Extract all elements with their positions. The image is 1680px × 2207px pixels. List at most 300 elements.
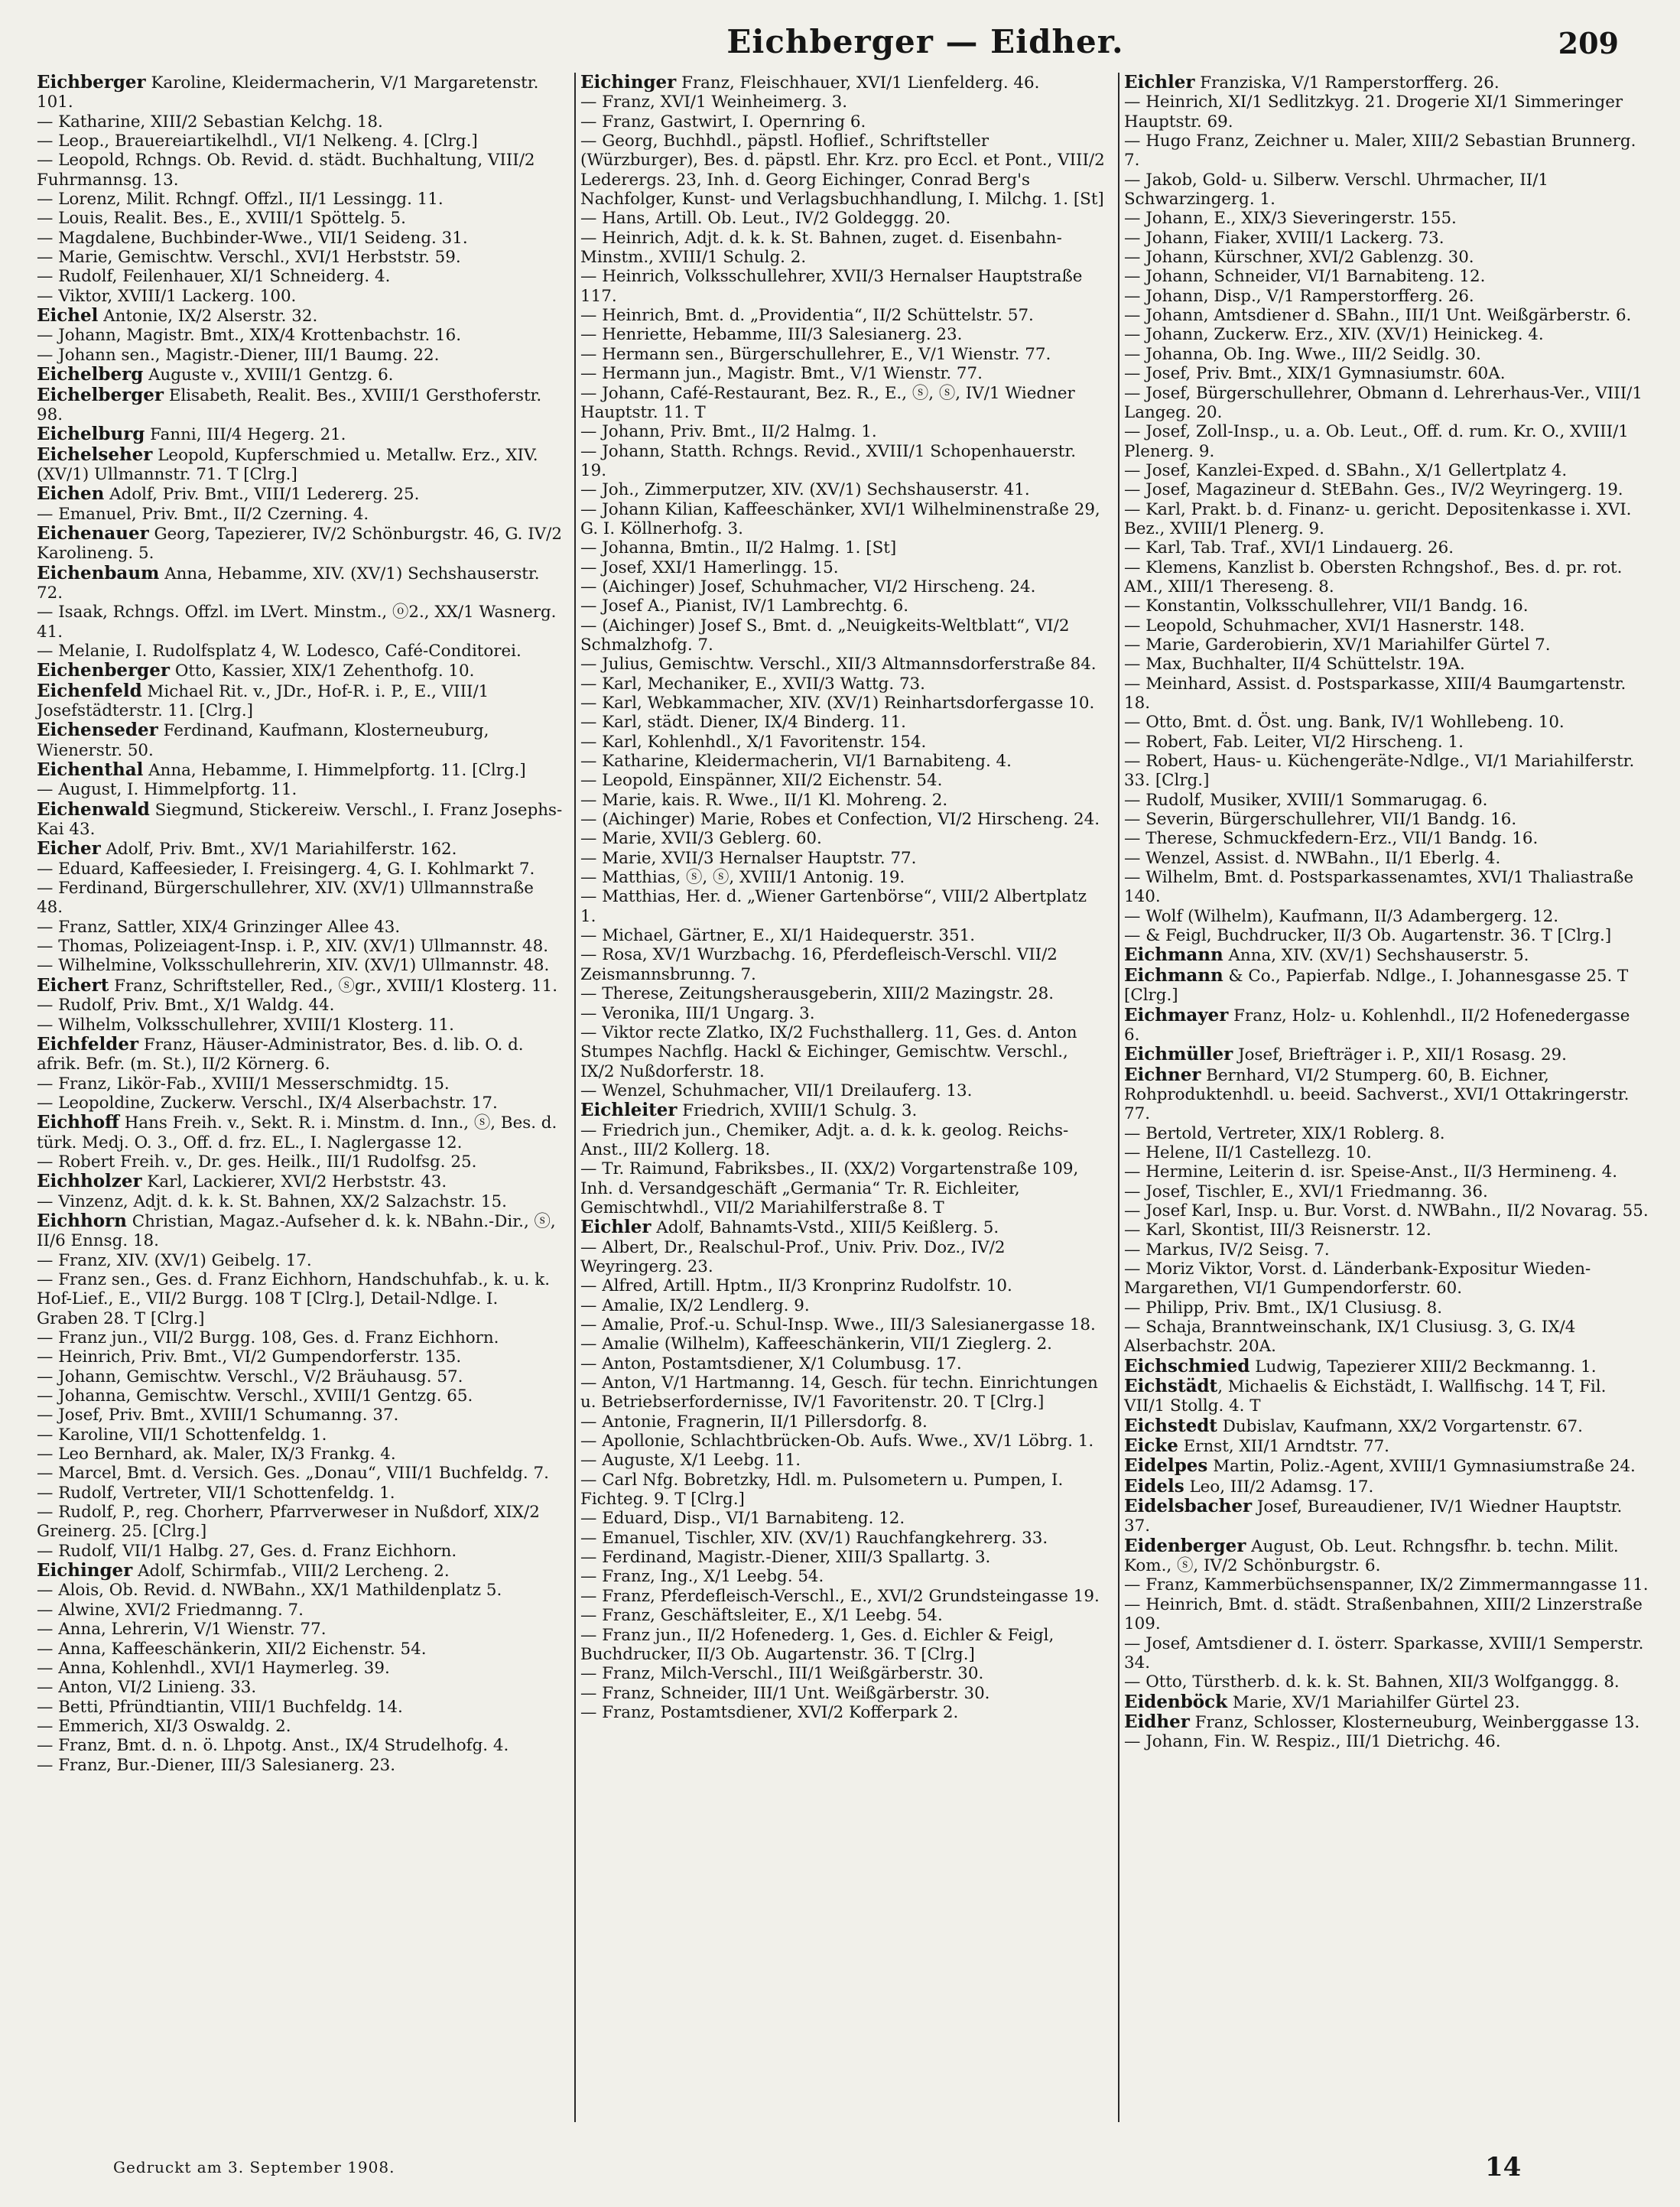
entry-text: Anna, XIV. (XV/1) Sechshauserstr. 5. xyxy=(1223,946,1529,966)
directory-entry xyxy=(37,346,563,365)
entry-text: — Johann, E., XIX/3 Sieveringerstr. 155. xyxy=(1124,209,1457,229)
directory-entry xyxy=(1124,616,1650,635)
entry-text: — Eduard, Kaffeesieder, I. Freisingerg. 4, G. I. Kohlmarkt 7. xyxy=(37,859,535,879)
entry-text: — Johann sen., Magistr.-Diener, III/1 Baumg. 22. xyxy=(37,345,440,365)
entry-text: — Leopold, Rchngs. Ob. Revid. d. städt. Buchhaltung, VIII/2 Fuhrmannsg. 13. xyxy=(37,151,541,190)
directory-entry xyxy=(37,1503,563,1542)
directory-entry xyxy=(580,267,1106,306)
directory-entry xyxy=(37,1152,563,1172)
directory-entry xyxy=(1124,480,1650,499)
directory-entry xyxy=(1124,926,1650,945)
entry-text: — Friedrich jun., Chemiker, Adjt. a. d. k. k. geolog. Reichs-Anst., III/2 Kollerg. 18. xyxy=(580,1120,1069,1159)
entry-text: — Helene, II/1 Castellezg. 10. xyxy=(1124,1143,1372,1162)
directory-entry xyxy=(580,752,1106,771)
directory-entry xyxy=(37,1464,563,1483)
entry-text: — Rudolf, P., reg. Chorherr, Pfarrverweser in Nußdorf, XIX/2 Greinerg. 25. [Clrg.] xyxy=(37,1503,545,1542)
directory-entry xyxy=(580,229,1106,268)
directory-entry xyxy=(580,655,1106,674)
directory-entry xyxy=(37,937,563,956)
directory-entry xyxy=(1124,1240,1650,1260)
directory-entry xyxy=(580,364,1106,383)
entry-surname: Eicher xyxy=(37,838,101,860)
print-date-note: Gedruckt am 3. September 1908. xyxy=(113,2158,395,2176)
entry-surname: Eichen xyxy=(37,483,105,505)
directory-entry xyxy=(37,190,563,209)
entry-text: — Viktor recte Zlatko, IX/2 Fuchsthallerg. 11, Ges. d. Anton Stumpes Nachflg. Hackl & Eichinger, Gemischtw. Verschl., IX/2 Nußdorferstr. 18. xyxy=(580,1022,1083,1081)
entry-text: — Johann, Magistr. Bmt., XIX/4 Krottenbachstr. 16. xyxy=(37,326,462,346)
directory-entry xyxy=(580,1471,1106,1510)
directory-entry xyxy=(1124,1634,1650,1673)
directory-entry xyxy=(37,306,563,326)
entry-text: — Alois, Ob. Revid. d. NWBahn., XX/1 Mathildenplatz 5. xyxy=(37,1581,502,1601)
entry-text: — Amalie, IX/2 Lendlerg. 9. xyxy=(580,1295,810,1315)
directory-entry xyxy=(37,780,563,799)
directory-entry xyxy=(580,1217,1106,1237)
directory-entry xyxy=(37,1328,563,1347)
directory-entry xyxy=(37,1367,563,1386)
entry-text: — Wenzel, Assist. d. NWBahn., II/1 Eberlg. 4. xyxy=(1124,848,1501,868)
entry-text: Fanni, III/4 Hegerg. 21. xyxy=(145,425,346,445)
entry-text: — Karl, Mechaniker, E., XVII/3 Wattg. 73. xyxy=(580,674,925,694)
entry-surname: Eicke xyxy=(1124,1435,1178,1457)
directory-entry xyxy=(37,1659,563,1678)
directory-entry xyxy=(580,1100,1106,1120)
entry-text: — Franz, Bmt. d. n. ö. Lhpotg. Anst., IX/4 Strudelhofg. 4. xyxy=(37,1736,509,1756)
directory-entry xyxy=(1124,791,1650,810)
entry-text: — Johann, Zuckerw. Erz., XIV. (XV/1) Heinickeg. 4. xyxy=(1124,325,1544,345)
entry-text: — Karl, Webkammacher, XIV. (XV/1) Reinhartsdorfergasse 10. xyxy=(580,694,1095,713)
entry-text: — Lorenz, Milit. Rchngf. Offzl., II/1 Lessingg. 11. xyxy=(37,190,444,210)
directory-entry xyxy=(580,868,1106,887)
entry-text: — Otto, Türstherb. d. k. k. St. Bahnen, XII/3 Wolfganggg. 8. xyxy=(1124,1672,1620,1692)
entry-text: — Marie, XVII/3 Hernalser Hauptstr. 77. xyxy=(580,848,917,868)
directory-entry xyxy=(37,229,563,248)
directory-entry xyxy=(1124,132,1650,171)
directory-entry xyxy=(1124,810,1650,829)
entry-text: Marie, XV/1 Mariahilfer Gürtel 23. xyxy=(1227,1692,1520,1712)
directory-column-3 xyxy=(1124,73,1650,2122)
entry-text: — Franz sen., Ges. d. Franz Eichhorn, Handschuhfab., k. u. k. Hof-Lief., E., VII/2 Burgg. 108 T [Clrg.], Detail-Ndlge. I. Graben 28. T [Clrg.] xyxy=(37,1269,555,1328)
entry-text: — Henriette, Hebamme, III/3 Salesianerg. 23. xyxy=(580,325,963,345)
entry-text: Adolf, Schirmfab., VIII/2 Lercheng. 2. xyxy=(132,1562,450,1581)
entry-text: — Alfred, Artill. Hptm., II/3 Kronprinz Rudolfstr. 10. xyxy=(580,1276,1012,1296)
directory-entry xyxy=(37,1211,563,1251)
directory-entry xyxy=(580,1004,1106,1023)
entry-text: — Auguste, X/1 Leebg. 11. xyxy=(580,1451,801,1471)
entry-text: — Franz jun., II/2 Hofenederg. 1, Ges. d. Eichler & Feigl, Buchdrucker, II/3 Ob. Augartenstr. 36. T [Clrg.] xyxy=(580,1625,1060,1664)
entry-text: — Franz, Bur.-Diener, III/3 Salesianerg. 23. xyxy=(37,1755,396,1775)
directory-entry xyxy=(37,1074,563,1094)
entry-text: — Heinrich, Priv. Bmt., VI/2 Gumpendorferstr. 135. xyxy=(37,1347,462,1367)
entry-text: — Johann Kilian, Kaffeeschänker, XVI/1 Wilhelminenstraße 29, G. I. Köllnerhofg. 3. xyxy=(580,499,1106,538)
entry-text: — Josef, Amtsdiener d. I. österr. Sparkasse, XVIII/1 Semperstr. 34. xyxy=(1124,1633,1649,1672)
entry-text: Auguste v., XVIII/1 Gentzg. 6. xyxy=(143,366,394,385)
directory-entry xyxy=(1124,1497,1650,1536)
entry-surname: Eidenböck xyxy=(1124,1691,1228,1712)
directory-entry xyxy=(580,849,1106,868)
directory-entry xyxy=(1124,384,1650,423)
entry-text: — Marie, Gemischtw. Verschl., XVI/1 Herbststr. 59. xyxy=(37,248,461,268)
directory-entry xyxy=(580,829,1106,848)
directory-entry xyxy=(37,564,563,603)
directory-entry xyxy=(580,1509,1106,1528)
entry-text: Martin, Poliz.-Agent, XVIII/1 Gymnasiumstraße 24. xyxy=(1207,1457,1636,1477)
entry-text: — Franz, Likör-Fab., XVIII/1 Messerschmidtg. 15. xyxy=(37,1074,450,1094)
entry-text: — Franz jun., VII/2 Burgg. 108, Ges. d. Franz Eichhorn. xyxy=(37,1328,499,1347)
directory-entry xyxy=(1124,966,1650,1006)
entry-text: Franz, Häuser-Administrator, Bes. d. lib. O. d. afrik. Befr. (m. St.), II/2 Körnerg. 6. xyxy=(37,1035,529,1074)
entry-text: — Vinzenz, Adjt. d. k. k. St. Bahnen, XX/2 Salzachstr. 15. xyxy=(37,1191,507,1211)
directory-entry xyxy=(37,1094,563,1113)
entry-text: — Emanuel, Tischler, XIV. (XV/1) Rauchfangkehrerg. 33. xyxy=(580,1528,1048,1548)
entry-surname: Eichenberger xyxy=(37,660,171,681)
entry-text: — Therese, Zeitungsherausgeberin, XIII/2 Mazingstr. 28. xyxy=(580,984,1054,1004)
entry-text: — Marcel, Bmt. d. Versich. Ges. „Donau“, VIII/1 Buchfeldg. 7. xyxy=(37,1464,549,1484)
entry-text: — Anton, V/1 Hartmanng. 14, Gesch. für techn. Einrichtungen u. Betriebserfordernisse, IV/1 Favoritenstr. 20. T [Clrg.] xyxy=(580,1373,1103,1412)
entry-text: Karl, Lackierer, XVI/2 Herbststr. 43. xyxy=(141,1172,447,1192)
entry-text: Hans Freih. v., Sekt. R. i. Minstm. d. Inn., ⓢ, Bes. d. türk. Medj. O. 3., Off. d. frz. EL., I. Naglergasse 12. xyxy=(37,1113,563,1152)
entry-text: — Carl Nfg. Bobretzky, Hdl. m. Pulsometern u. Pumpen, I. Fichteg. 9. T [Clrg.] xyxy=(580,1470,1069,1510)
entry-text: — Wilhelm, Volksschullehrer, XVIII/1 Klosterg. 11. xyxy=(37,1015,454,1035)
entry-text: Josef, Briefträger i. P., XII/1 Rosasg. 29. xyxy=(1233,1045,1567,1065)
entry-text: — Johann, Statth. Rchngs. Revid., XVIII/1 Schopenhauerstr. 19. xyxy=(580,441,1081,480)
directory-entry xyxy=(37,73,563,112)
entry-text: — Leopold, Einspänner, XII/2 Eichenstr. 54. xyxy=(580,771,943,791)
directory-entry xyxy=(1124,1416,1650,1436)
entry-text: — Moriz Viktor, Vorst. d. Länderbank-Expositur Wieden-Margarethen, VI/1 Gumpendorferstr. 60. xyxy=(1124,1259,1591,1299)
directory-entry xyxy=(580,1684,1106,1703)
entry-surname: Eichfelder xyxy=(37,1033,139,1055)
directory-entry xyxy=(580,1296,1106,1315)
entry-surname: Eichhorn xyxy=(37,1210,127,1231)
directory-entry xyxy=(37,1620,563,1639)
directory-entry xyxy=(580,209,1106,228)
entry-text: — Franz, Kammerbüchsenspanner, IX/2 Zimmermanngasse 11. xyxy=(1124,1575,1649,1595)
entry-text: , Michaelis & Eichstädt, I. Wallfischg. 14 T, Fil. VII/1 Stollg. 4. T xyxy=(1124,1377,1612,1416)
entry-text: — Rosa, XV/1 Wurzbachg. 16, Pferdefleisch-Verschl. VII/2 Zeismannsbrunng. 7. xyxy=(580,945,1063,984)
directory-entry xyxy=(580,984,1106,1003)
directory-entry xyxy=(37,642,563,661)
directory-entry xyxy=(580,1626,1106,1665)
directory-entry xyxy=(1124,538,1650,557)
entry-text: — Matthias, ⓢ, ⓢ, XVIII/1 Antonig. 19. xyxy=(580,868,905,888)
directory-entry xyxy=(37,918,563,937)
entry-text: Antonie, IX/2 Alserstr. 32. xyxy=(98,307,318,327)
directory-entry xyxy=(580,810,1106,829)
directory-entry xyxy=(1124,1006,1650,1045)
entry-text: Adolf, Priv. Bmt., XV/1 Mariahilferstr. 162. xyxy=(100,840,457,860)
entry-text: — Franz, XIV. (XV/1) Geibelg. 17. xyxy=(37,1250,312,1270)
directory-entry xyxy=(1124,868,1650,907)
entry-text: — Josef, Priv. Bmt., XIX/1 Gymnasiumstr. 60A. xyxy=(1124,364,1506,384)
entry-text: — August, I. Himmelpfortg. 11. xyxy=(37,780,297,800)
entry-text: — Robert, Fab. Leiter, VI/2 Hirscheng. 1. xyxy=(1124,732,1464,752)
entry-text: — Georg, Buchhdl., päpstl. Hoflief., Schriftsteller (Würzburger), Bes. d. päpstl. Ehr. Krz. pro Eccl. et Pont., VIII/2 Lederergs. 23, Inh. d. Georg Eichinger, Conrad Berg's Nachfolger, Kunst- und Verlagsbuchhandlung, I. Milchg. 1. [St] xyxy=(580,132,1110,210)
directory-entry xyxy=(1124,1672,1650,1692)
entry-text: — Johann, Disp., V/1 Ramperstorfferg. 26. xyxy=(1124,286,1474,306)
directory-entry xyxy=(1124,1124,1650,1143)
entry-text: — Magdalene, Buchbinder-Wwe., VII/1 Seideng. 31. xyxy=(37,228,468,248)
directory-entry xyxy=(37,1425,563,1445)
entry-text: — Franz, Postamtsdiener, XVI/2 Kofferpark 2. xyxy=(580,1702,959,1722)
entry-text: Leopold, Kupferschmied u. Metallw. Erz., XIV. (XV/1) Ullmannstr. 71. T [Clrg.] xyxy=(37,445,544,484)
directory-entry xyxy=(580,93,1106,112)
entry-text: Ludwig, Tapezierer XIII/2 Beckmanng. 1. xyxy=(1249,1357,1597,1377)
entry-text: Franziska, V/1 Ramperstorfferg. 26. xyxy=(1194,73,1500,93)
entry-text: — (Aichinger) Josef, Schuhmacher, VI/2 Hirscheng. 24. xyxy=(580,577,1036,596)
entry-text: — Franz, Sattler, XIX/4 Grinzinger Allee 43. xyxy=(37,917,401,937)
directory-entry xyxy=(580,1567,1106,1586)
directory-entry xyxy=(580,1451,1106,1470)
entry-surname: Eidelsbacher xyxy=(1124,1496,1253,1517)
entry-text: — Eduard, Disp., VI/1 Barnabiteng. 12. xyxy=(580,1509,905,1529)
entry-text: Adolf, Priv. Bmt., VIII/1 Ledererg. 25. xyxy=(104,485,420,505)
entry-text: — Katharine, Kleidermacherin, VI/1 Barnabiteng. 4. xyxy=(580,752,1012,772)
directory-entry xyxy=(1124,1045,1650,1064)
directory-entry xyxy=(580,694,1106,713)
directory-entry xyxy=(37,151,563,190)
entry-surname: Eidels xyxy=(1124,1475,1184,1497)
directory-entry xyxy=(1124,1477,1650,1497)
directory-entry xyxy=(37,1016,563,1035)
directory-entry xyxy=(580,558,1106,577)
entry-text: Franz, Holz- u. Kohlenhdl., II/2 Hofenedergasse 6. xyxy=(1124,1006,1636,1045)
directory-entry xyxy=(1124,171,1650,210)
directory-entry xyxy=(580,1276,1106,1295)
entry-text: — Philipp, Priv. Bmt., IX/1 Clusiusg. 8. xyxy=(1124,1298,1443,1318)
directory-entry xyxy=(1124,93,1650,132)
entry-surname: Eichinger xyxy=(37,1560,133,1581)
entry-text: Michael Rit. v., JDr., Hof-R. i. P., E., VIII/1 Josefstädterstr. 11. [Clrg.] xyxy=(37,681,495,720)
directory-entry xyxy=(37,839,563,859)
entry-text: — Josef, Kanzlei-Exped. d. SBahn., X/1 Gellertplatz 4. xyxy=(1124,460,1568,480)
directory-entry xyxy=(1124,945,1650,965)
directory-entry xyxy=(37,1678,563,1697)
directory-entry xyxy=(580,132,1110,210)
directory-entry xyxy=(37,1113,563,1152)
directory-entry xyxy=(580,306,1106,325)
entry-surname: Eichmann xyxy=(1124,944,1223,966)
directory-entry xyxy=(580,596,1106,616)
directory-entry xyxy=(1124,229,1650,248)
entry-text: — Josef, Zoll-Insp., u. a. Ob. Leut., Off. d. rum. Kr. O., XVIII/1 Plenerg. 9. xyxy=(1124,422,1634,461)
directory-entry xyxy=(1124,500,1650,539)
directory-entry xyxy=(1124,1143,1650,1162)
entry-text: — Thomas, Polizeiagent-Insp. i. P., XIV. (XV/1) Ullmannstr. 48. xyxy=(37,937,549,957)
directory-columns xyxy=(37,73,1650,2122)
entry-text: — Konstantin, Volksschullehrer, VII/1 Bandg. 16. xyxy=(1124,596,1529,616)
directory-entry xyxy=(1124,752,1650,791)
entry-text: — Johann, Fiaker, XVIII/1 Lackerg. 73. xyxy=(1124,228,1444,248)
directory-entry xyxy=(580,771,1106,790)
directory-entry xyxy=(1124,1182,1650,1201)
directory-entry xyxy=(1124,73,1650,93)
directory-entry xyxy=(1124,1318,1650,1357)
directory-entry xyxy=(1124,422,1650,461)
entry-text: — Michael, Gärtner, E., XI/1 Haidequerstr. 351. xyxy=(580,926,976,946)
directory-entry xyxy=(37,1406,563,1425)
entry-text: — (Aichinger) Marie, Robes et Confection, VI/2 Hirscheng. 24. xyxy=(580,810,1100,830)
directory-entry xyxy=(1124,306,1650,325)
directory-entry xyxy=(580,616,1106,655)
directory-entry xyxy=(37,1717,563,1736)
entry-text: — Franz, Ing., X/1 Leebg. 54. xyxy=(580,1567,824,1587)
directory-entry xyxy=(37,956,563,975)
entry-text: August, Ob. Leut. Rchngsfhr. b. techn. Milit. Kom., ⓢ, IV/2 Schönburgstr. 6. xyxy=(1124,1536,1624,1576)
directory-entry xyxy=(1124,1377,1650,1416)
entry-text: — Franz, Milch-Verschl., III/1 Weißgärberstr. 30. xyxy=(580,1664,984,1684)
entry-text: — Louis, Realit. Bes., E., XVIII/1 Spöttelg. 5. xyxy=(37,209,406,229)
directory-entry xyxy=(580,1548,1106,1567)
directory-entry xyxy=(37,445,563,485)
directory-entry xyxy=(1124,1732,1650,1751)
entry-surname: Eichmayer xyxy=(1124,1004,1229,1025)
directory-entry xyxy=(37,1251,563,1270)
entry-surname: Eichmann xyxy=(1124,964,1223,986)
directory-entry xyxy=(37,424,563,444)
entry-text: Georg, Tapezierer, IV/2 Schönburgstr. 46, G. IV/2 Karolineng. 5. xyxy=(37,524,567,564)
entry-text: — Josef, Tischler, E., XVI/1 Friedmanng. 36. xyxy=(1124,1182,1488,1201)
directory-entry xyxy=(37,365,563,385)
directory-entry xyxy=(37,760,563,780)
entry-text: — Rudolf, Vertreter, VII/1 Schottenfeldg. 1. xyxy=(37,1483,395,1503)
entry-surname: Eichholzer xyxy=(37,1171,142,1192)
entry-text: — Heinrich, Volksschullehrer, XVII/3 Hernalser Hauptstraße 117. xyxy=(580,267,1088,306)
entry-text: Otto, Kassier, XIX/1 Zehenthofg. 10. xyxy=(170,661,475,681)
entry-text: — Robert Freih. v., Dr. ges. Heilk., III/1 Rudolfsg. 25. xyxy=(37,1152,477,1172)
entry-text: — Anton, Postamtsdiener, X/1 Columbusg. 17. xyxy=(580,1354,962,1373)
entry-text: — Otto, Bmt. d. Öst. ung. Bank, IV/1 Wohllebeng. 10. xyxy=(1124,713,1565,733)
entry-text: — Hermann jun., Magistr. Bmt., V/1 Wienstr. 77. xyxy=(580,364,983,384)
directory-entry xyxy=(37,681,563,721)
entry-text: — Karl, Tab. Traf., XVI/1 Lindauerg. 26. xyxy=(1124,538,1454,558)
entry-surname: Eidenberger xyxy=(1124,1535,1246,1556)
entry-text: — Karl, Kohlenhdl., X/1 Favoritenstr. 154. xyxy=(580,732,927,752)
entry-text: — Rudolf, VII/1 Halbg. 27, Ges. d. Franz Eichhorn. xyxy=(37,1541,457,1561)
directory-entry xyxy=(580,1238,1106,1277)
entry-text: Adolf, Bahnamts-Vstd., XIII/5 Keißlerg. 5. xyxy=(651,1218,999,1238)
entry-text: — Apollonie, Schlachtbrücken-Ob. Aufs. Wwe., XV/1 Löbrg. 1. xyxy=(580,1432,1094,1451)
directory-entry xyxy=(1124,907,1650,926)
directory-entry xyxy=(1124,596,1650,616)
directory-entry xyxy=(1124,635,1650,655)
entry-surname: Eichel xyxy=(37,305,99,327)
entry-surname: Eichner xyxy=(1124,1064,1201,1085)
entry-surname: Eichelberg xyxy=(37,364,144,385)
entry-text: Leo, III/2 Adamsg. 17. xyxy=(1184,1477,1374,1497)
entry-text: — Albert, Dr., Realschul-Prof., Univ. Priv. Doz., IV/2 Weyringerg. 23. xyxy=(580,1237,1011,1276)
entry-text: — Betti, Pfründtiantin, VIII/1 Buchfeldg. 14. xyxy=(37,1697,403,1717)
entry-text: — Jakob, Gold- u. Silberw. Verschl. Uhrmacher, II/1 Schwarzingerg. 1. xyxy=(1124,170,1554,210)
entry-surname: Eichschmied xyxy=(1124,1355,1250,1377)
entry-text: — Johanna, Ob. Ing. Wwe., III/2 Seidlg. 30. xyxy=(1124,344,1481,364)
directory-entry xyxy=(580,422,1106,441)
entry-text: Franz, Fleischhauer, XVI/1 Lienfelderg. 46. xyxy=(676,73,1040,93)
directory-entry xyxy=(580,500,1106,539)
directory-entry xyxy=(37,112,563,132)
directory-entry xyxy=(1124,849,1650,868)
directory-entry xyxy=(580,1664,1106,1683)
entry-text: — & Feigl, Buchdrucker, II/3 Ob. Augartenstr. 36. T [Clrg.] xyxy=(1124,926,1612,946)
entry-text: — Johanna, Gemischtw. Verschl., XVIII/1 Gentzg. 65. xyxy=(37,1386,473,1406)
directory-entry xyxy=(1124,345,1650,364)
entry-text: — Matthias, Her. d. „Wiener Gartenbörse“, VIII/2 Albertplatz 1. xyxy=(580,887,1092,926)
directory-entry xyxy=(580,1354,1106,1373)
directory-entry xyxy=(580,1606,1106,1625)
directory-entry xyxy=(37,976,563,996)
directory-entry xyxy=(37,1698,563,1717)
entry-text: — Franz, Pferdefleisch-Verschl., E., XVI/2 Grundsteingasse 19. xyxy=(580,1586,1100,1606)
entry-text: — Anna, Kohlenhdl., XVI/1 Haymerleg. 39. xyxy=(37,1658,390,1678)
directory-entry xyxy=(37,879,563,918)
directory-entry xyxy=(1124,248,1650,267)
directory-entry xyxy=(37,1386,563,1406)
entry-text: — Rudolf, Musiker, XVIII/1 Sommarugag. 6. xyxy=(1124,790,1488,810)
directory-entry xyxy=(1124,1536,1650,1576)
entry-text: Elisabeth, Realit. Bes., XVIII/1 Gersthoferstr. 98. xyxy=(37,385,548,424)
directory-entry xyxy=(37,267,563,286)
page-number: 209 xyxy=(1558,26,1619,60)
directory-entry xyxy=(37,1581,563,1600)
directory-entry xyxy=(580,733,1106,752)
entry-text: Bernhard, VI/2 Stumperg. 60, B. Eichner, Rohproduktenhdl. u. beeid. Sachverst., XVI/1 Ottakringerstr. 77. xyxy=(1124,1065,1635,1124)
entry-text: — Therese, Schmuckfedern-Erz., VII/1 Bandg. 16. xyxy=(1124,829,1539,849)
entry-text: Anna, Hebamme, XIV. (XV/1) Sechshauserstr. 72. xyxy=(37,564,545,603)
directory-entry xyxy=(1124,364,1650,383)
directory-entry xyxy=(1124,655,1650,674)
entry-text: — Bertold, Vertreter, XIX/1 Roblerg. 8. xyxy=(1124,1123,1445,1143)
directory-entry xyxy=(580,1432,1106,1451)
directory-entry xyxy=(37,248,563,267)
entry-text: Friedrich, XVIII/1 Schulg. 3. xyxy=(677,1101,918,1121)
entry-text: — Isaak, Rchngs. Offzl. im LVert. Minstm., ⓞ2., XX/1 Wasnerg. 41. xyxy=(37,603,562,642)
directory-entry xyxy=(580,1121,1106,1160)
entry-surname: Eidelpes xyxy=(1124,1455,1208,1477)
directory-entry xyxy=(37,996,563,1015)
entry-text: — Wilhelmine, Volksschullehrerin, XIV. (XV/1) Ullmannstr. 48. xyxy=(37,956,550,976)
entry-text: — Marie, XVII/3 Geblerg. 60. xyxy=(580,829,822,849)
directory-entry xyxy=(1124,733,1650,752)
entry-text: — Rudolf, Priv. Bmt., X/1 Waldg. 44. xyxy=(37,996,335,1016)
entry-text: — Johann, Gemischtw. Verschl., V/2 Bräuhausg. 57. xyxy=(37,1367,463,1386)
entry-text: — Hans, Artill. Ob. Leut., IV/2 Goldeggg. 20. xyxy=(580,209,951,229)
entry-surname: Eichenthal xyxy=(37,759,144,781)
directory-entry xyxy=(1124,461,1650,480)
directory-entry xyxy=(580,1023,1106,1081)
directory-entry xyxy=(1124,1575,1650,1594)
entry-text: — Johann, Fin. W. Respiz., III/1 Dietrichg. 46. xyxy=(1124,1732,1501,1752)
entry-text: — Rudolf, Feilenhauer, XI/1 Schneiderg. 4. xyxy=(37,267,391,287)
directory-entry xyxy=(37,326,563,345)
directory-entry xyxy=(580,1159,1106,1217)
directory-entry xyxy=(580,1529,1106,1548)
entry-text: & Co., Papierfab. Ndlge., I. Johannesgasse 25. T [Clrg.] xyxy=(1124,966,1634,1006)
entry-text: Karoline, Kleidermacherin, V/1 Margaretenstr. 101. xyxy=(37,73,544,112)
entry-text: — Schaja, Branntweinschank, IX/1 Clusiusg. 3, G. IX/4 Alserbachstr. 20A. xyxy=(1124,1318,1581,1357)
entry-text: — Franz, Geschäftsleiter, E., X/1 Leebg. 54. xyxy=(580,1606,943,1626)
directory-entry xyxy=(580,1412,1106,1432)
entry-surname: Eichenwald xyxy=(37,798,150,820)
directory-entry xyxy=(37,1035,563,1074)
entry-text: — Severin, Bürgerschullehrer, VII/1 Bandg. 16. xyxy=(1124,810,1517,830)
entry-surname: Eichenauer xyxy=(37,522,149,544)
directory-entry xyxy=(37,1601,563,1620)
entry-text: — Hugo Franz, Zeichner u. Maler, XIII/2 Sebastian Brunnerg. 7. xyxy=(1124,132,1642,171)
entry-text: — Ferdinand, Magistr.-Diener, XIII/3 Spallartg. 3. xyxy=(580,1548,991,1568)
entry-text: — Veronika, III/1 Ungarg. 3. xyxy=(580,1003,815,1023)
directory-column-1 xyxy=(37,72,567,2122)
directory-entry xyxy=(37,385,563,425)
